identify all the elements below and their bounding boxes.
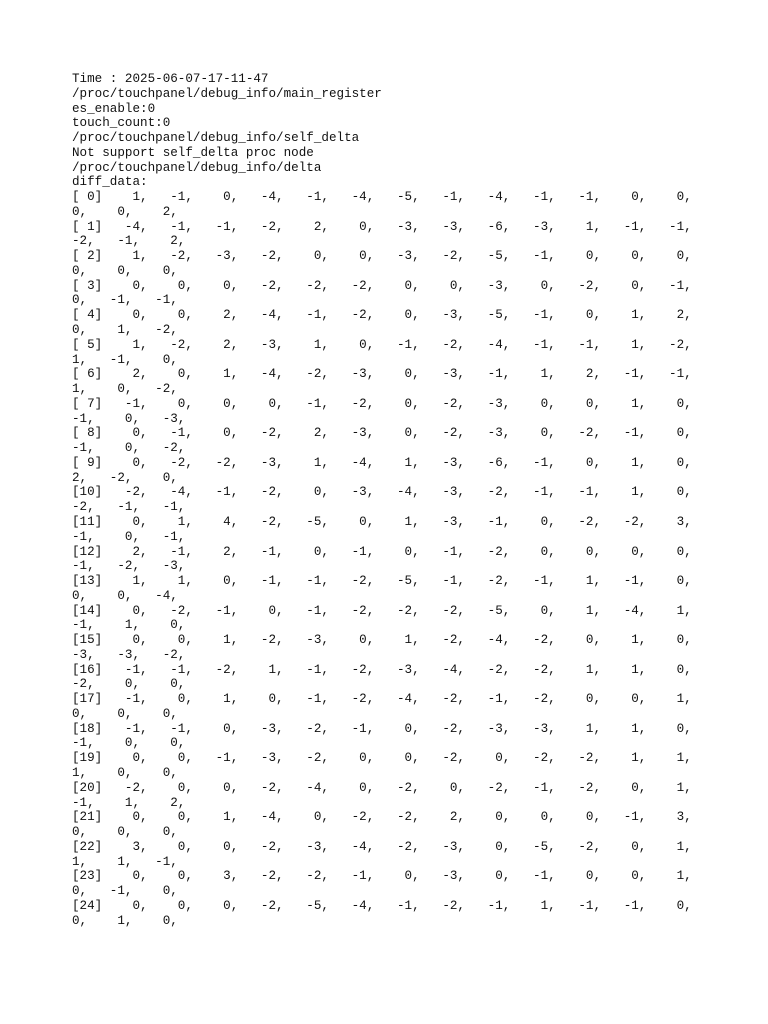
diff-row-continuation: -1, 1, 2, <box>72 795 186 810</box>
diff-row: [ 7] -1, 0, 0, 0, -1, -2, 0, -2, -3, 0, 0, 1, 0, <box>72 396 692 411</box>
diff-row-continuation: -1, -2, -3, <box>72 559 186 574</box>
diff-row: [10] -2, -4, -1, -2, 0, -3, -4, -3, -2, -1, -1, 1, 0, <box>72 485 692 500</box>
diff-row-continuation: -1, 0, 0, <box>72 736 186 751</box>
diff-row-continuation: 1, 0, -2, <box>72 382 178 397</box>
self-delta-path: /proc/touchpanel/debug_info/self_delta <box>72 131 360 146</box>
diff-row: [ 3] 0, 0, 0, -2, -2, -2, 0, 0, -3, 0, -2, 0, -1, <box>72 278 692 293</box>
diff-row: [11] 0, 1, 4, -2, -5, 0, 1, -3, -1, 0, -2, -2, 3, <box>72 514 692 529</box>
diff-row-continuation: 1, -1, 0, <box>72 352 178 367</box>
diff-row-continuation: -2, -1, 2, <box>72 234 186 249</box>
diff-row-continuation: 0, 0, 0, <box>72 825 178 840</box>
diff-row-continuation: -1, 1, 0, <box>72 618 186 633</box>
diff-row: [21] 0, 0, 1, -4, 0, -2, -2, 2, 0, 0, 0, -1, 3, <box>72 810 692 825</box>
diff-row: [ 6] 2, 0, 1, -4, -2, -3, 0, -3, -1, 1, 2, -1, -1, <box>72 367 692 382</box>
diff-row-continuation: 1, 1, -1, <box>72 854 178 869</box>
self-delta-note: Not support self_delta proc node <box>72 145 314 160</box>
diff-row: [ 0] 1, -1, 0, -4, -1, -4, -5, -1, -4, -1, -1, 0, 0, <box>72 190 692 205</box>
diff-row-continuation: -2, 0, 0, <box>72 677 186 692</box>
diff-row-continuation: 0, 1, -2, <box>72 323 178 338</box>
diff-row-continuation: 0, 0, 0, <box>72 706 178 721</box>
diff-row: [19] 0, 0, -1, -3, -2, 0, 0, -2, 0, -2, -2, 1, 1, <box>72 751 692 766</box>
diff-row: [ 9] 0, -2, -2, -3, 1, -4, 1, -3, -6, -1, 0, 1, 0, <box>72 455 692 470</box>
diff-row-continuation: 0, 0, 0, <box>72 263 178 278</box>
diff-row: [15] 0, 0, 1, -2, -3, 0, 1, -2, -4, -2, 0, 1, 0, <box>72 633 692 648</box>
diff-row: [22] 3, 0, 0, -2, -3, -4, -2, -3, 0, -5, -2, 0, 1, <box>72 839 692 854</box>
diff-row-continuation: -2, -1, -1, <box>72 500 186 515</box>
es-enable-line: es_enable:0 <box>72 101 156 116</box>
diff-row: [24] 0, 0, 0, -2, -5, -4, -1, -2, -1, 1, -1, -1, 0, <box>72 898 692 913</box>
debug-log-document <box>72 72 712 928</box>
timestamp-line: Time : 2025-06-07-17-11-47 <box>72 72 269 86</box>
diff-row: [ 2] 1, -2, -3, -2, 0, 0, -3, -2, -5, -1, 0, 0, 0, <box>72 249 692 264</box>
diff-data-label: diff_data: <box>72 175 148 190</box>
diff-row-continuation: 0, -1, -1, <box>72 293 178 308</box>
diff-row: [ 8] 0, -1, 0, -2, 2, -3, 0, -2, -3, 0, -2, -1, 0, <box>72 426 692 441</box>
diff-row: [17] -1, 0, 1, 0, -1, -2, -4, -2, -1, -2, 0, 0, 1, <box>72 692 692 707</box>
diff-row: [ 4] 0, 0, 2, -4, -1, -2, 0, -3, -5, -1, 0, 1, 2, <box>72 308 692 323</box>
diff-row-continuation: -3, -3, -2, <box>72 647 186 662</box>
main-register-path: /proc/touchpanel/debug_info/main_register <box>72 86 382 101</box>
diff-row-continuation: -1, 0, -2, <box>72 441 186 456</box>
diff-row-continuation: 0, 0, -4, <box>72 588 178 603</box>
diff-row: [16] -1, -1, -2, 1, -1, -2, -3, -4, -2, -2, 1, 1, 0, <box>72 662 692 677</box>
diff-data-table <box>72 190 712 928</box>
diff-row: [12] 2, -1, 2, -1, 0, -1, 0, -1, -2, 0, 0, 0, 0, <box>72 544 692 559</box>
diff-row-continuation: 0, 1, 0, <box>72 913 178 928</box>
touch-count-line: touch_count:0 <box>72 116 171 131</box>
delta-path: /proc/touchpanel/debug_info/delta <box>72 160 322 175</box>
diff-row-continuation: 0, 0, 2, <box>72 204 178 219</box>
diff-row-continuation: -1, 0, -1, <box>72 529 186 544</box>
diff-row: [ 5] 1, -2, 2, -3, 1, 0, -1, -2, -4, -1, -1, 1, -2, <box>72 337 692 352</box>
diff-row-continuation: 1, 0, 0, <box>72 765 178 780</box>
diff-row: [13] 1, 1, 0, -1, -1, -2, -5, -1, -2, -1, 1, -1, 0, <box>72 574 692 589</box>
diff-row: [14] 0, -2, -1, 0, -1, -2, -2, -2, -5, 0, 1, -4, 1, <box>72 603 692 618</box>
diff-row-continuation: 0, -1, 0, <box>72 884 178 899</box>
diff-row-continuation: 2, -2, 0, <box>72 470 178 485</box>
diff-row: [18] -1, -1, 0, -3, -2, -1, 0, -2, -3, -3, 1, 1, 0, <box>72 721 692 736</box>
diff-row: [23] 0, 0, 3, -2, -2, -1, 0, -3, 0, -1, 0, 0, 1, <box>72 869 692 884</box>
diff-row: [ 1] -4, -1, -1, -2, 2, 0, -3, -3, -6, -3, 1, -1, -1, <box>72 219 692 234</box>
diff-row: [20] -2, 0, 0, -2, -4, 0, -2, 0, -2, -1, -2, 0, 1, <box>72 780 692 795</box>
diff-row-continuation: -1, 0, -3, <box>72 411 186 426</box>
